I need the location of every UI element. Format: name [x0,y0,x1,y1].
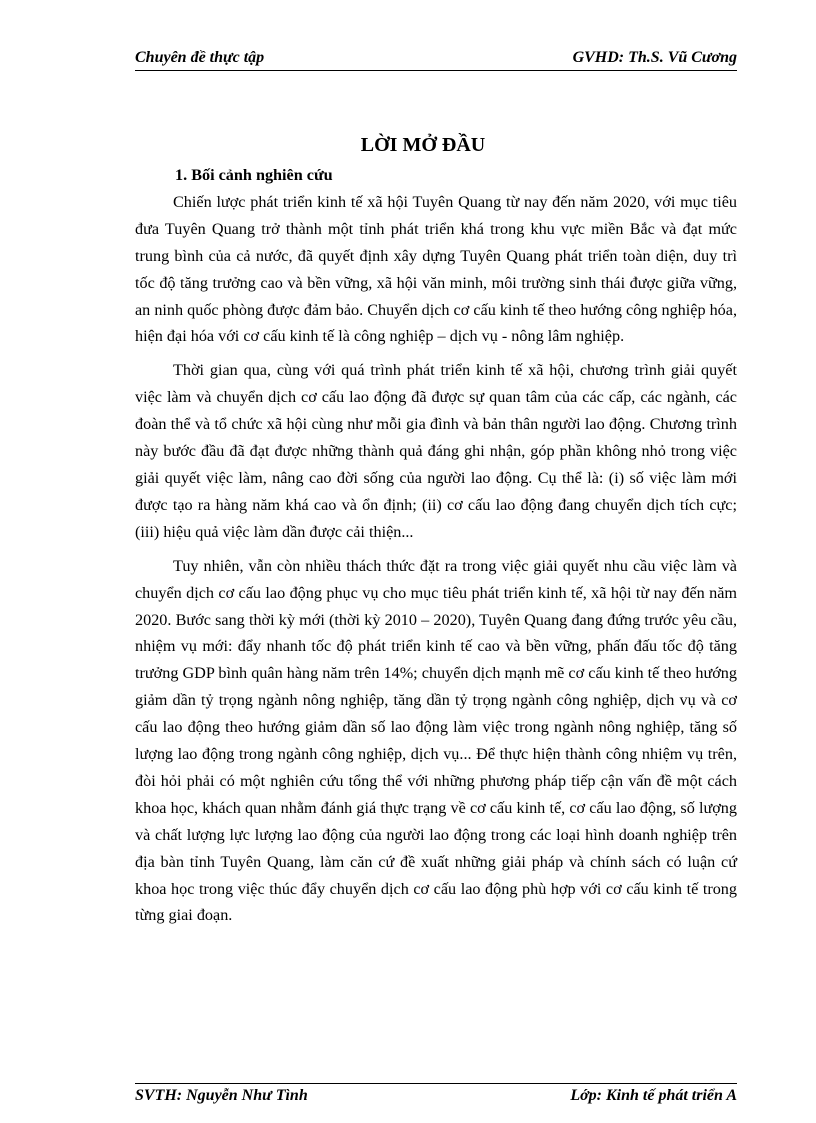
paragraph: Tuy nhiên, vẫn còn nhiều thách thức đặt ra trong việc giải quyết nhu cầu việc làm và chuyển dịch cơ cấu lao động phục vụ cho mục tiêu phát triển kinh tế, xã hội từ nay đến năm 2020. Bước sang thời kỳ mới (thời kỳ 2010 – 2020), Tuyên Quang đang đứng trước yêu cầu, nhiệm vụ mới: đẩy nhanh tốc độ phát triển kinh tế cao và bền vững, phấn đấu tốc độ tăng trưởng GDP bình quân hàng năm trên 14%; chuyển dịch mạnh mẽ cơ cấu kinh tế theo hướng giảm dần tỷ trọng ngành nông nghiệp, tăng dần tỷ trọng ngành công nghiệp, dịch vụ và cơ cấu lao động theo hướng giảm dần số lao động làm việc trong ngành nông nghiệp, tăng số lượng lao động trong ngành công nghiệp, dịch vụ... Để thực hiện thành công nhiệm vụ trên, đòi hỏi phải có một nghiên cứu tổng thể với những phương pháp tiếp cận vấn đề một cách khoa học, khách quan nhằm đánh giá thực trạng về cơ cấu kinh tế, cơ cấu lao động, số lượng và chất lượng lực lượng lao động của người lao động trong các loại hình doanh nghiệp trên địa bàn tỉnh Tuyên Quang, làm căn cứ đề xuất những giải pháp và chính sách có luận cứ khoa học trong việc thúc đẩy chuyển dịch cơ cấu lao động phù hợp với cơ cấu kinh tế trong từng giai đoạn. [135,556,737,925]
section-heading: 1. Bối cảnh nghiên cứu [175,166,333,184]
paragraph: Chiến lược phát triển kinh tế xã hội Tuyên Quang từ nay đến năm 2020, với mục tiêu đưa Tuyên Quang trở thành một tỉnh phát triển khá trong khu vực miền Bắc và đạt mức trung bình của cả nước, đã quyết định xây dựng Tuyên Quang phát triển toàn diện, duy trì tốc độ tăng trưởng cao và bền vững, xã hội văn minh, môi trường sinh thái được giữa vững, an ninh quốc phòng được đảm bảo. Chuyển dịch cơ cấu kinh tế theo hướng công nghiệp hóa, hiện đại hóa với cơ cấu kinh tế là công nghiệp – dịch vụ - nông lâm nghiệp. [135,192,738,346]
footer-student: SVTH: Nguyễn Như Tình [135,1087,308,1104]
header-advisor: GVHD: Th.S. Vũ Cương [572,49,737,66]
page-footer [135,1083,737,1105]
footer-class: Lớp: Kinh tế phát triển A [570,1087,737,1104]
document-title: LỜI MỞ ĐẦU [360,134,486,156]
page-header [135,45,737,71]
header-topic: Chuyên đề thực tập [135,49,265,66]
paragraph: Thời gian qua, cùng với quá trình phát triển kinh tế xã hội, chương trình giải quyết việc làm và chuyển dịch cơ cấu lao động đã được sự quan tâm của các cấp, các ngành, các đoàn thể và tổ chức xã hội cùng như mỗi gia đình và bản thân người lao động. Chương trình này bước đầu đã đạt được những thành quả đáng ghi nhận, góp phần không nhỏ trong việc giải quyết việc làm, nâng cao đời sống của người lao động. Cụ thể là: (i) số việc làm mới được tạo ra hàng năm khá cao và ổn định; (ii) cơ cấu lao động đang chuyển dịch tích cực; (iii) hiệu quả việc làm dần được cải thiện... [135,361,737,541]
document-body [135,162,737,936]
